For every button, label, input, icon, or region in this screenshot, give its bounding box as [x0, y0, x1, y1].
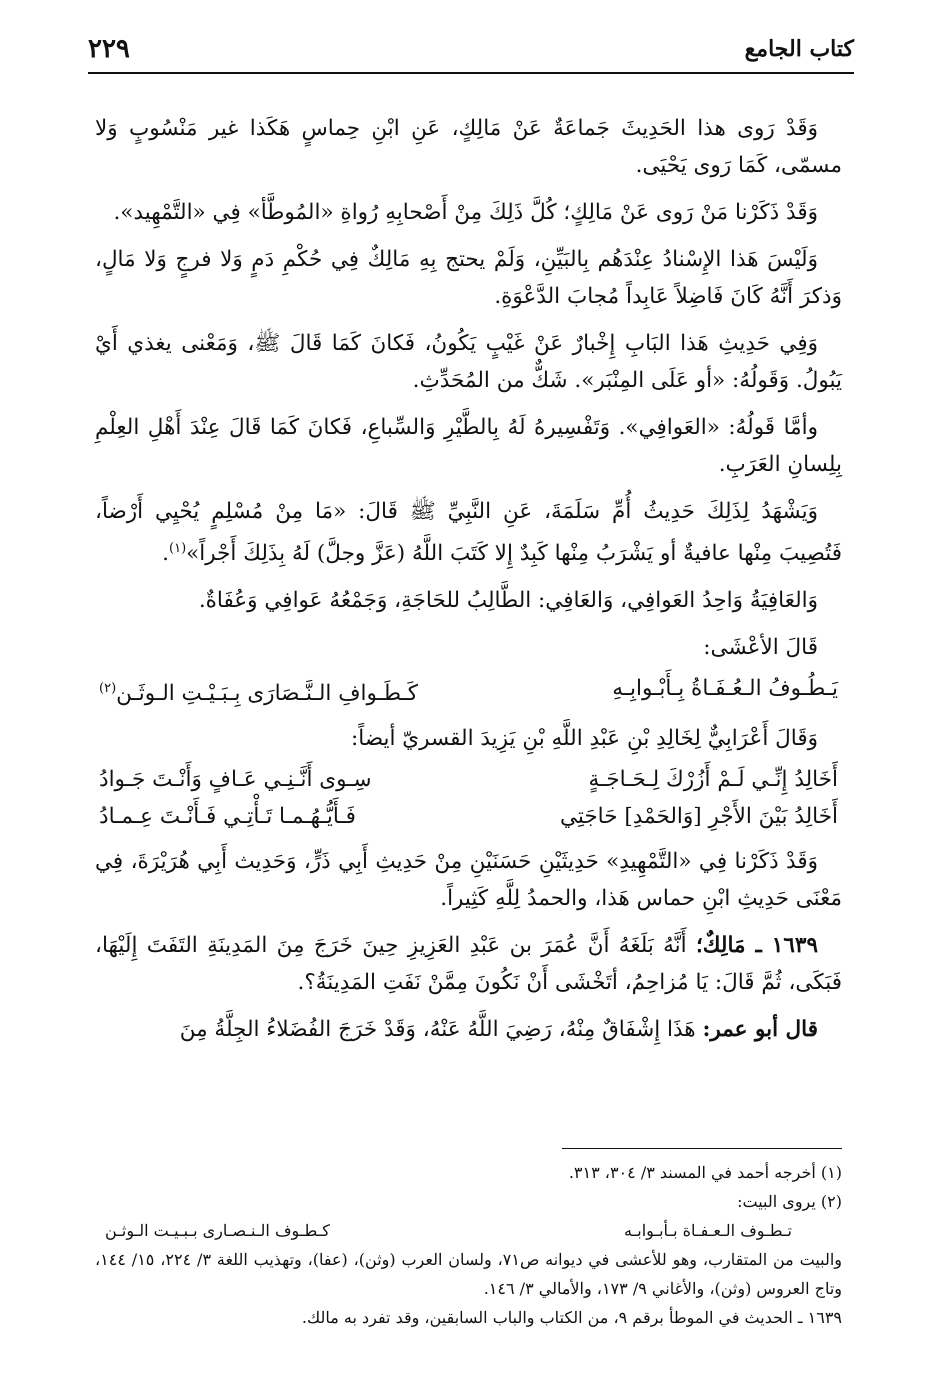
- footnote-hemistich-right: تـطـوف الـعـفـاة بـأبـوابـه: [623, 1221, 792, 1240]
- paragraph: وَقَدْ ذَكَرْنا مَنْ رَوى عَنْ مَالِكٍ؛ كُلَّ ذَلِكَ مِنْ أَصْحابِهِ رُواةِ «المُوطَّأ» فِي «التَّمْهِيد».: [113, 200, 818, 225]
- hadith-entry: [95, 927, 842, 1001]
- page-header: [88, 30, 854, 74]
- paragraph: وَالعَافِيَةُ وَاحِدُ العَوافِي، وَالعَافِي: الطَّالِبُ للحَاجَةِ، وَجَمْعُهُ عَوافِي وَعُفَاةٌ.: [198, 588, 818, 614]
- footnote: (٢) يروى البيت:: [737, 1192, 842, 1211]
- footnote-ref: (١): [169, 541, 187, 556]
- verse-intro: قَالَ الأعْشَى:: [703, 635, 818, 661]
- paragraph: وَقَدْ رَوى هذا الحَدِيثَ جَماعَةٌ عَنْ مَالِكٍ، عَنِ ابْنِ حِماسٍ هَكَذا غير مَنْسُوبٍ وَلا مسمّى، كَمَا رَوى يَحْيَى.: [95, 116, 842, 178]
- page-number: ٢٢٩: [88, 34, 130, 64]
- footnote-text: والبيت من المتقارب، وهو للأعشى في ديوانه ص٧١، ولسان العرب (وثن)، (عفا)، وتهذيب اللغة ٣/ ٢٢٤، ١٥/ ١٤٤، وتاج العروس (وثن)، والأغاني ٩/ ١٧٣، والأمالي ٣/ ١٤٦.: [95, 1250, 843, 1298]
- hemistich-text: كَـطَـوافِ الـنَّـصَارَى بِـبَـيْـتِ الـوثَـن: [116, 681, 419, 707]
- verse-hemistich-right: يَـطُـوفُ الـعُـفَـاةُ بِـأَبْـوابِـهِ: [612, 676, 838, 702]
- paragraph: وَقَدْ ذَكَرْنا فِي «التَّمْهِيدِ» حَدِيثَيْنِ حَسَنَيْنِ مِنْ حَدِيثِ أَبِي ذَرٍّ، وَحَدِيث أَبِي هُرَيْرَةَ، فِي مَعْنَى حَدِيثِ ابْنِ حماس هَذا، والحمدُ لِلَّهِ كَثِيراً.: [95, 849, 842, 912]
- poem-verses-2: [95, 761, 842, 835]
- verse-hemistich-left: فَـأَيُّـهُـمـا تَـأْتِـي فَـأَنْـتَ عِـمـادُ: [99, 804, 356, 830]
- verse-line: [95, 798, 842, 835]
- footnote-hemistich-left: كـطـوف الـنـصـارى بـبـيـت الـوثـن: [105, 1221, 330, 1240]
- verse-hemistich-right: أَخَالِدُ بَيْنَ الأَجْرِ [وَالحَمْدِ] حَاجَتِي: [559, 804, 838, 830]
- hadith-text: أَنَّهُ بَلَغَهُ أَنَّ عُمَرَ بن عَبْدِ العَزِيزِ حِينَ خَرَجَ مِنَ المَدِينَةِ التَفَتَ إِلَيْهَا، فَبَكَى، ثُمَّ قَالَ: يَا مُزاحِمُ، أتَخْشَى أَنْ نَكُونَ مِمَّنْ نَفَتِ المَدِينَةُ؟.: [95, 933, 842, 996]
- footnote-verse: [95, 1216, 842, 1245]
- paragraph: وَيَشْهَدُ لِذَلِكَ حَدِيثُ أُمِّ سَلَمَةَ، عَنِ النَّبِيِّ ﷺ قَالَ: «مَا مِنْ مُسْلِمٍ يُحْيِي أَرْضاً، فَتُصِيبَ مِنْها عافيةٌ أو يَشْرَبُ مِنْها كَبِدٌ إِلا كَتَبَ اللَّهُ (عَزَّ وجلَّ) لَهُ بِذَلِكَ أَجْراً»$^{(١)}$.: [95, 499, 842, 567]
- hadith-number: ١٦٣٩ ـ مَالِكٌ؛: [695, 933, 818, 959]
- footnote: ١٦٣٩ ـ الحديث في الموطأ برقم ٩، من الكتاب والباب السابقين، وقد تفرد به مالك.: [301, 1308, 842, 1327]
- verse-intro: وَقَالَ أَعْرَابِيٌّ لِخَالِدِ بْنِ عَبْدِ اللَّهِ بْنِ يَزِيدَ القسريّ أيضاً:: [351, 726, 818, 752]
- verse-line: [95, 670, 842, 712]
- book-title: كتاب الجامع: [744, 36, 854, 62]
- main-text: [95, 110, 842, 1058]
- paragraph: وَفِي حَدِيثِ هَذا البَابِ إِخْبارٌ عَنْ غَيْبٍ يَكُونُ، فَكانَ كَمَا قَالَ ﷺ، وَمَعْنى يغذي أَيْ يَبُولُ. وَقَولُهُ: «أو عَلَى المِنْبَر». شَكٌّ من المُحَدِّثِ.: [95, 331, 842, 393]
- verse-hemistich-left: سِـوى أَنَّـنِـي عَـافٍ وَأَنْـتَ جَـوادُ: [99, 767, 372, 793]
- poem-verse-1: [95, 670, 842, 712]
- footnotes: [95, 1158, 842, 1332]
- verse-line: [95, 761, 842, 798]
- verse-hemistich-right: أَخَالِدُ إِنِّـي لَـمْ أَزُرْكَ لِـحَـاجَـةٍ: [588, 767, 838, 793]
- footnote: (١) أخرجه أحمد في المسند ٣/ ٣٠٤، ٣١٣.: [568, 1163, 842, 1182]
- commentary-text: هَذَا إِشْفَاقٌ مِنْهُ، رَضِيَ اللَّهُ عَنْهُ، وَقَدْ خَرَجَ الفُضَلاءُ الجِلَّةُ مِنَ: [179, 1017, 703, 1043]
- paragraph: وَلَيْسَ هَذا الإِسْنادُ عِنْدَهُم بِالبَيِّنِ، وَلَمْ يحتج بِهِ مَالِكٌ فِي حُكْمِ دَمٍ وَلا فرجٍ وَلا مَالٍ، وَذكرَ أَنَّهُ كَانَ فَاضِلاً عَابِداً مُجابَ الدَّعْوَةِ.: [95, 247, 842, 309]
- verse-hemistich-left: [99, 670, 454, 712]
- footnote-divider: [562, 1148, 842, 1149]
- paragraph: وأمَّا قَولُهُ: «العَوافِي». وَتَفْسِيرهُ لَهُ بِالطَّيْرِ وَالسِّباعِ، فَكانَ كَمَا قَالَ عِنْدَ أَهْلِ العِلْمِ بِلِسانِ العَرَبِ.: [95, 415, 842, 477]
- commentary: [95, 1011, 842, 1048]
- footnote-ref: (٢): [99, 681, 117, 697]
- paragraph-text: وَيَشْهَدُ لِذَلِكَ حَدِيثُ أُمِّ سَلَمَةَ، عَنِ النَّبِيِّ ﷺ قَالَ: «مَا مِنْ مُسْلِمٍ يُحْيِي أَرْضاً، فَتُصِيبَ مِنْها عافيةٌ أو يَشْرَبُ مِنْها كَبِدٌ إِلا كَتَبَ اللَّهُ (عَزَّ وجلَّ) لَهُ بِذَلِكَ أَجْراً»: [95, 499, 842, 567]
- commentary-label: قال أبو عمر:: [702, 1017, 818, 1043]
